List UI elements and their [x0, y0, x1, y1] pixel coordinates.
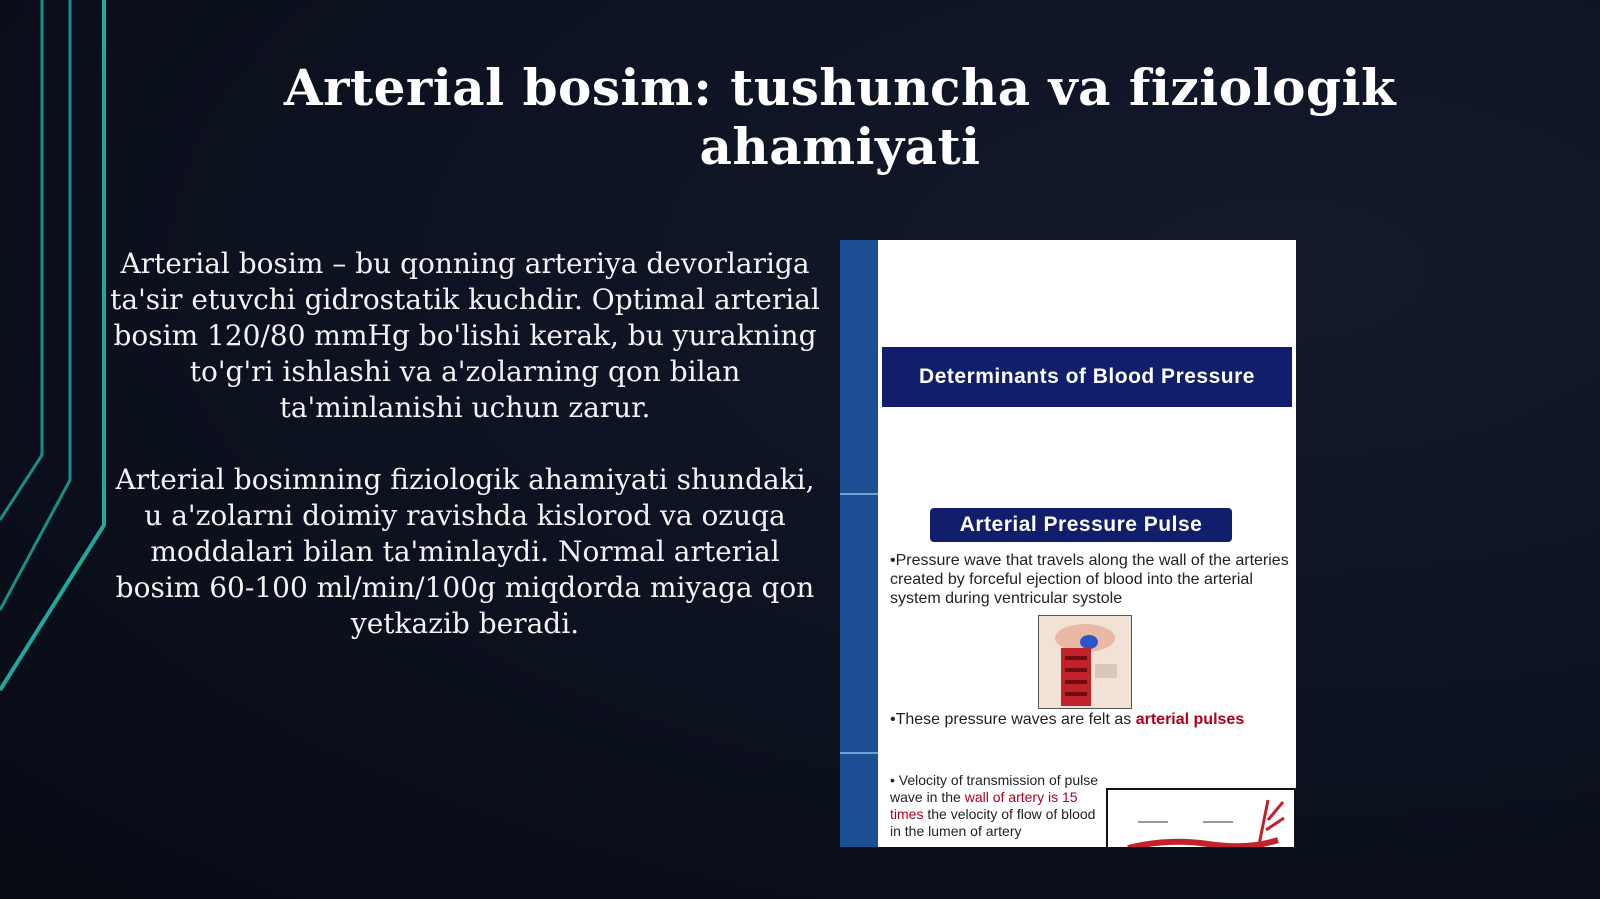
paragraph-definition: Arterial bosim – bu qonning arteriya devorlariga ta'sir etuvchi gidrostatik kuchdir. Optimal arterial bosim 120/80 mmHg bo'lishi kerak, bu yurakning to'g'ri ishlashi va a'zolarning qon bilan ta'minlanishi uchun zarur.: [110, 247, 820, 424]
figure-header: Determinants of Blood Pressure: [882, 347, 1292, 407]
figure-subheader: Arterial Pressure Pulse: [930, 508, 1232, 542]
blood-pressure-figure: [840, 240, 1296, 847]
heart-anatomy-image: [1038, 615, 1132, 709]
slide-body: [105, 246, 825, 678]
paragraph-significance: Arterial bosimning fiziologik ahamiyati shundaki, u a'zolarni doimiy ravishda kislorod va ozuqa moddalari bilan ta'minlaydi. Normal arterial bosim 60-100 ml/min/100g miqdorda miyaga qon yetkazib beradi.: [115, 463, 815, 640]
figure-side-bar: [840, 240, 878, 847]
figure-bullet-pressure-wave: •Pressure wave that travels along the wall of the arteries created by forceful ejection of blood into the arterial system during ventricular systole: [890, 552, 1289, 607]
pulse-wave-diagram-image: [1106, 788, 1296, 847]
figure-bullet-arterial-pulses: •These pressure waves are felt as arterial pulses: [890, 711, 1245, 728]
slide-title: Arterial bosim: tushuncha va fiziologik ahamiyati: [283, 58, 1397, 176]
figure-bullet-velocity: • Velocity of transmission of pulse wave in the wall of artery is 15 times the velocity of flow of blood in the lumen of artery: [890, 772, 1099, 839]
